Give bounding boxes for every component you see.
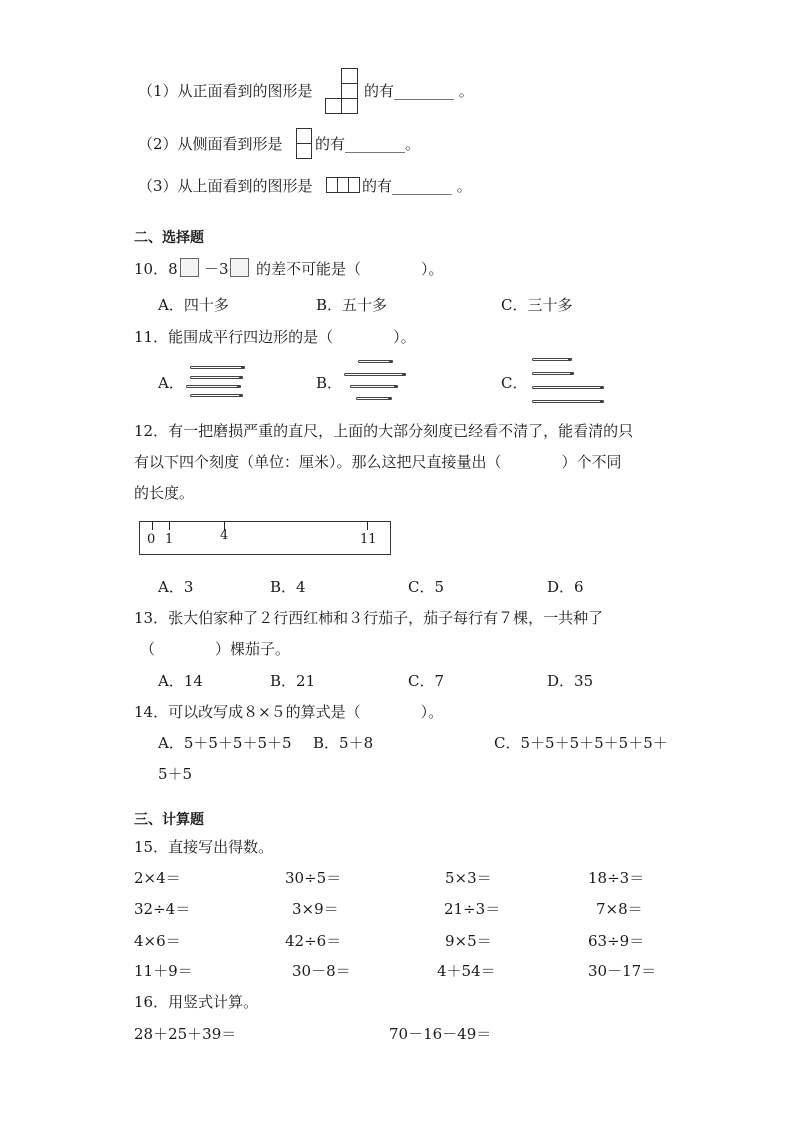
section3-title: 三、计算题: [134, 812, 204, 828]
calc-item: 30÷5＝: [285, 869, 342, 887]
calc-item: 18÷3＝: [588, 869, 645, 887]
q11-sticks-b: [342, 360, 408, 402]
q11-sticks-a: [186, 366, 246, 398]
front-view-shape-icon: [325, 68, 359, 114]
q14-option-c-cont: 5＋5: [158, 765, 193, 783]
ruler-tick: [152, 522, 153, 530]
ruler-label-4: 4: [220, 528, 229, 543]
q10-option-a: A．四十多: [158, 296, 229, 314]
q13-option-a: A．14: [158, 672, 203, 690]
calc-item: 11＋9＝: [134, 962, 193, 980]
digit-box: [230, 258, 249, 277]
q-view-top-tail: 的有________ 。: [362, 177, 472, 195]
q12-line2: 有以下四个刻度（单位：厘米）。那么这把尺直接量出（ ）个不同: [134, 453, 622, 471]
calc-item: 21÷3＝: [444, 900, 501, 918]
q13-option-d: D．35: [547, 672, 594, 690]
ruler-label-0: 0: [147, 532, 156, 547]
q12-line3: 的长度。: [134, 484, 195, 502]
q10-tail: 的差不可能是（ ）。: [256, 260, 444, 278]
q13-line2: （ ）棵茄子。: [140, 640, 291, 658]
calc-item: 2×4＝: [134, 869, 181, 887]
ruler: [139, 521, 391, 555]
q14-text: 14．可以改写成８×５的算式是（ ）。: [134, 703, 444, 721]
ruler-tick: [367, 522, 368, 530]
q-view-side-tail: 的有________。: [315, 135, 421, 153]
calc-item: 32÷4＝: [134, 900, 191, 918]
q12-line1: 12．有一把磨损严重的直尺，上面的大部分刻度已经看不清了，能看清的只: [134, 422, 634, 440]
vertical-calc-item: 70－16－49＝: [389, 1025, 492, 1043]
q-view-top-text: （3）从上面看到的图形是: [138, 177, 313, 195]
q14-option-c: C．5＋5＋5＋5＋5＋5＋: [494, 734, 668, 752]
q11-label-a: A．: [158, 374, 184, 392]
q10-minus: －3: [204, 260, 229, 278]
calc-item: 9×5＝: [445, 932, 492, 950]
top-view-shape-icon: [326, 177, 360, 194]
q16-text: 16．用竖式计算。: [134, 993, 259, 1011]
q12-option-d: D．6: [547, 578, 584, 596]
calc-item: 3×9＝: [292, 900, 339, 918]
calc-item: 30－17＝: [588, 962, 657, 980]
q11-text: 11．能围成平行四边形的是（ ）。: [134, 328, 416, 346]
vertical-calc-item: 28＋25＋39＝: [134, 1025, 237, 1043]
calc-item: 30－8＝: [292, 962, 351, 980]
section2-title: 二、选择题: [134, 230, 204, 246]
q12-option-b: B．4: [270, 578, 306, 596]
calc-item: 4×6＝: [134, 932, 181, 950]
q12-option-c: C．5: [408, 578, 445, 596]
q-view-side-text: （2）从侧面看到形是: [138, 135, 283, 153]
q11-sticks-c: [530, 358, 608, 406]
calc-item: 63÷9＝: [588, 932, 645, 950]
q14-option-a: A．5＋5＋5＋5＋5: [158, 734, 292, 752]
q15-text: 15．直接写出得数。: [134, 838, 274, 856]
q13-option-b: B．21: [270, 672, 316, 690]
ruler-tick: [169, 522, 170, 530]
calc-item: 5×3＝: [445, 869, 492, 887]
calc-item: 7×8＝: [596, 900, 643, 918]
q-view-front-tail: 的有________ 。: [364, 82, 474, 100]
q11-label-c: C．: [501, 374, 528, 392]
digit-box: [180, 258, 199, 277]
q10-num: 10．8: [134, 260, 178, 278]
ruler-label-11: 11: [360, 532, 377, 547]
q11-label-b: B．: [316, 374, 343, 392]
q14-option-b: B．5＋8: [313, 734, 374, 752]
q10-option-c: C．三十多: [501, 296, 573, 314]
ruler-label-1: 1: [165, 532, 174, 547]
calc-item: 4＋54＝: [437, 962, 496, 980]
q10-option-b: B．五十多: [316, 296, 388, 314]
side-view-shape-icon: [296, 128, 313, 160]
calc-item: 42÷6＝: [285, 932, 342, 950]
q13-option-c: C．7: [408, 672, 445, 690]
q-view-front-text: （1）从正面看到的图形是: [138, 82, 313, 100]
q13-line1: 13．张大伯家种了２行西红柿和３行茄子，茄子每行有７棵，一共种了: [134, 609, 604, 627]
q12-option-a: A．3: [158, 578, 194, 596]
